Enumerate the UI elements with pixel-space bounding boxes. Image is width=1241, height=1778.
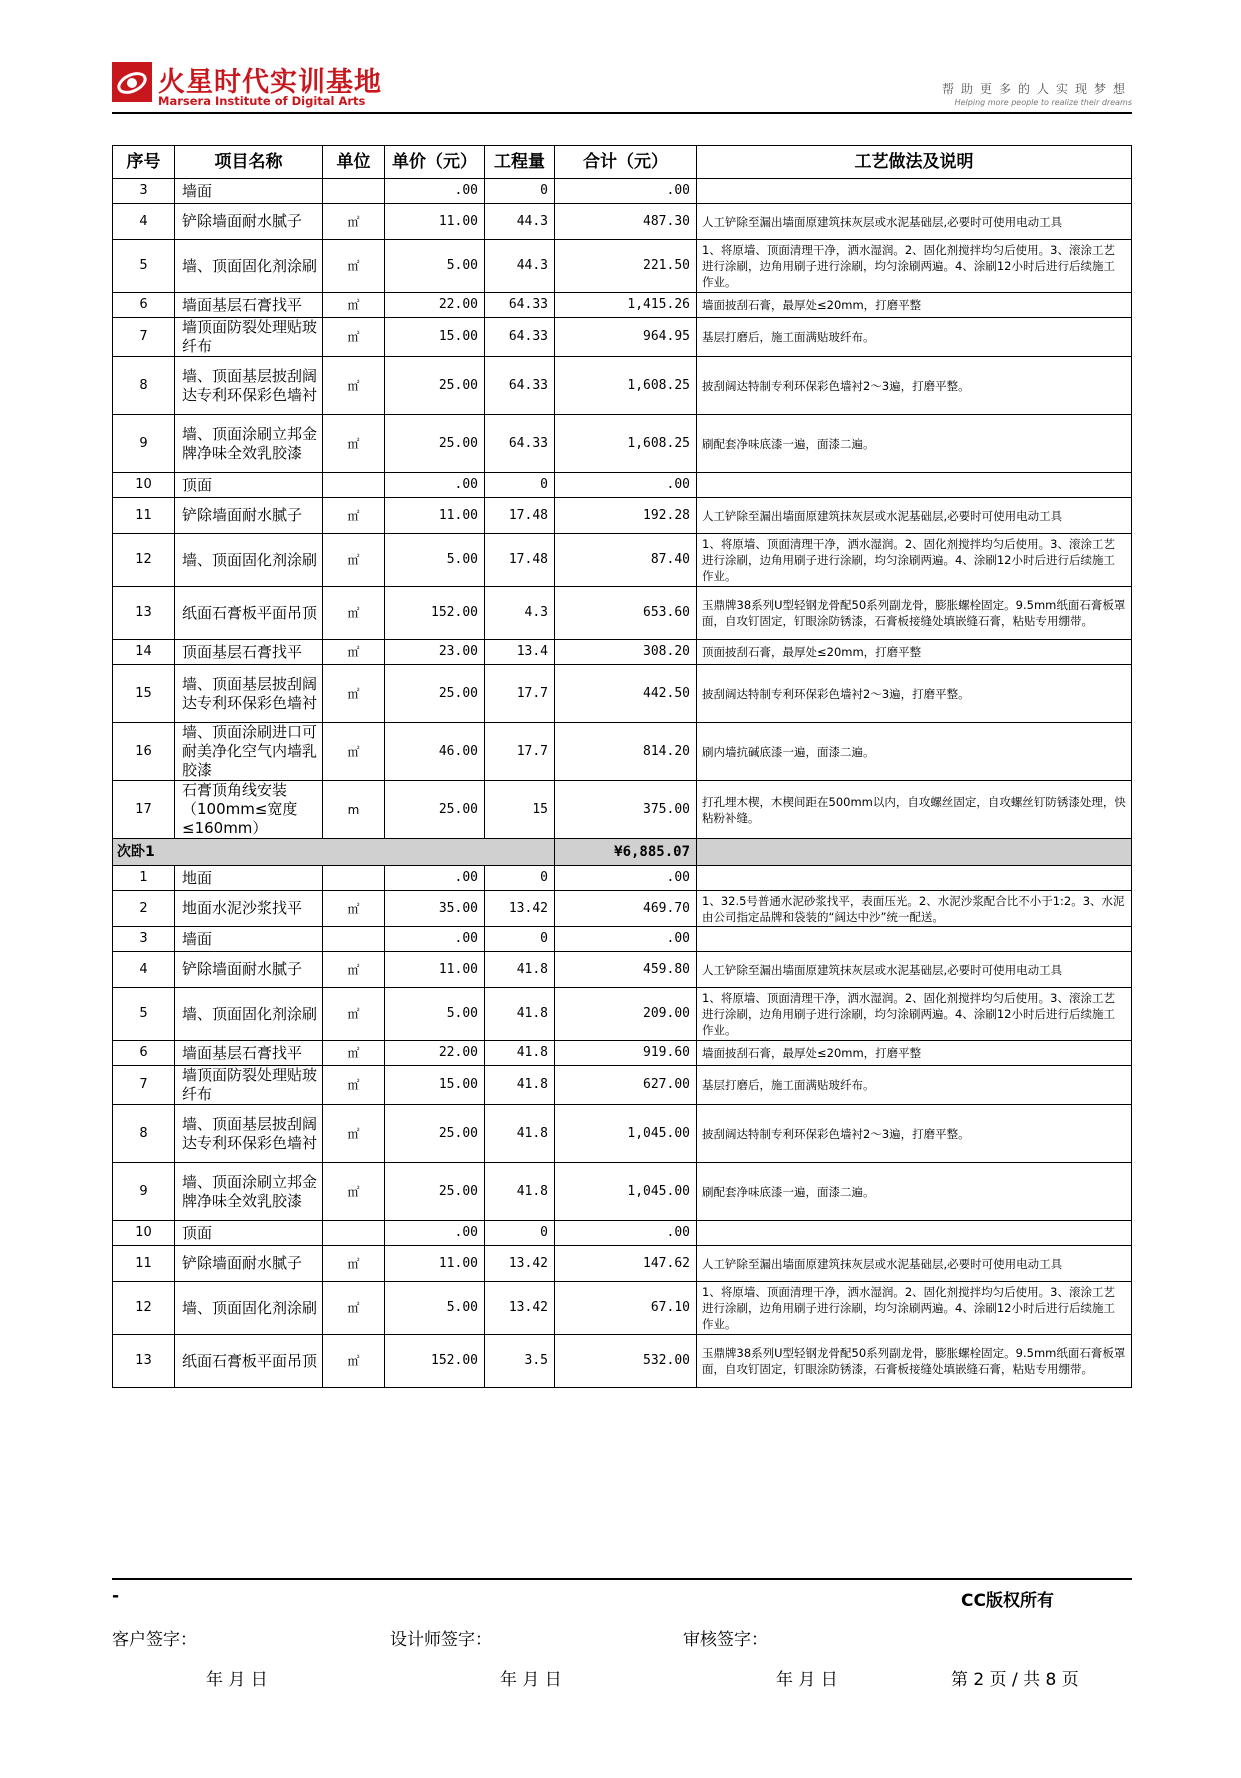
row-quantity: 13.42 (485, 1246, 555, 1282)
row-no: 6 (113, 293, 175, 318)
row-unit: ㎡ (323, 1335, 385, 1388)
row-no: 15 (113, 665, 175, 723)
col-header-qty: 工程量 (485, 146, 555, 179)
row-description: 玉鼎牌38系列U型轻钢龙骨配50系列副龙骨，膨胀螺栓固定。9.5mm纸面石膏板罩面，自攻钉固定，钉眼涂防锈漆，石膏板接缝处填嵌缝石膏，粘贴专用绷带。 (697, 1335, 1132, 1388)
row-unit: ㎡ (323, 587, 385, 640)
row-unit (323, 473, 385, 498)
row-quantity: 4.3 (485, 587, 555, 640)
quotation-table (112, 145, 1132, 1388)
row-description: 1、32.5号普通水泥砂浆找平，表面压光。2、水泥沙浆配合比不小于1:2。3、水泥由公司指定品牌和袋装的“阔达中沙”统一配送。 (697, 891, 1132, 927)
table-row (113, 1335, 1132, 1388)
row-total: 964.95 (555, 318, 697, 357)
row-quantity: 13.4 (485, 640, 555, 665)
row-unit-price: 22.00 (385, 1041, 485, 1066)
slogan-chinese: 帮助更多的人实现梦想 (941, 82, 1132, 96)
table-row (113, 1163, 1132, 1221)
table-row (113, 1105, 1132, 1163)
row-unit-price: 25.00 (385, 1163, 485, 1221)
table-row (113, 781, 1132, 839)
row-unit-price: 35.00 (385, 891, 485, 927)
row-unit-price: 11.00 (385, 498, 485, 534)
row-no: 3 (113, 927, 175, 952)
row-total: .00 (555, 473, 697, 498)
row-no: 4 (113, 204, 175, 240)
row-total: .00 (555, 179, 697, 204)
row-quantity: 41.8 (485, 1041, 555, 1066)
row-quantity: 0 (485, 473, 555, 498)
row-unit: ㎡ (323, 1066, 385, 1105)
row-quantity: 13.42 (485, 891, 555, 927)
row-total: .00 (555, 927, 697, 952)
row-total: .00 (555, 866, 697, 891)
table-row (113, 640, 1132, 665)
row-unit-price: 22.00 (385, 293, 485, 318)
row-quantity: 17.48 (485, 498, 555, 534)
row-description: 人工铲除至漏出墙面原建筑抹灰层或水泥基础层,必要时可使用电动工具 (697, 1246, 1132, 1282)
row-quantity: 64.33 (485, 415, 555, 473)
logo-chinese-name: 火星时代实训基地 (158, 67, 382, 98)
section-desc (697, 839, 1132, 866)
row-item-name: 纸面石膏板平面吊顶 (175, 587, 323, 640)
row-unit: ㎡ (323, 891, 385, 927)
row-description: 1、将原墙、顶面清理干净，洒水湿润。2、固化剂搅拌均匀后使用。3、滚涂工艺进行涂刷，边角用刷子进行涂刷，均匀涂刷两遍。4、涂刷12小时后进行后续施工作业。 (697, 534, 1132, 587)
col-header-unit: 单位 (323, 146, 385, 179)
row-description: 人工铲除至漏出墙面原建筑抹灰层或水泥基础层,必要时可使用电动工具 (697, 204, 1132, 240)
row-item-name: 顶面基层石膏找平 (175, 640, 323, 665)
table-row (113, 415, 1132, 473)
row-item-name: 石膏顶角线安装（100mm≤宽度≤160mm） (175, 781, 323, 839)
row-item-name: 墙面基层石膏找平 (175, 293, 323, 318)
row-description: 人工铲除至漏出墙面原建筑抹灰层或水泥基础层,必要时可使用电动工具 (697, 498, 1132, 534)
row-unit-price: .00 (385, 927, 485, 952)
row-unit-price: 5.00 (385, 534, 485, 587)
footer-dash: - (112, 1586, 120, 1606)
row-total: 375.00 (555, 781, 697, 839)
row-item-name: 墙、顶面固化剂涂刷 (175, 240, 323, 293)
table-row (113, 498, 1132, 534)
row-total: 87.40 (555, 534, 697, 587)
copyright-text: CC版权所有 (961, 1591, 1054, 1611)
row-quantity: 64.33 (485, 318, 555, 357)
row-unit (323, 179, 385, 204)
row-total: 627.00 (555, 1066, 697, 1105)
row-no: 13 (113, 1335, 175, 1388)
row-total: 1,608.25 (555, 357, 697, 415)
row-item-name: 墙顶面防裂处理贴玻纤布 (175, 318, 323, 357)
table-row (113, 318, 1132, 357)
col-header-desc: 工艺做法及说明 (697, 146, 1132, 179)
row-description: 披刮阔达特制专利环保彩色墙衬2～3遍，打磨平整。 (697, 357, 1132, 415)
row-no: 7 (113, 1066, 175, 1105)
row-description: 玉鼎牌38系列U型轻钢龙骨配50系列副龙骨，膨胀螺栓固定。9.5mm纸面石膏板罩面，自攻钉固定，钉眼涂防锈漆，石膏板接缝处填嵌缝石膏，粘贴专用绷带。 (697, 587, 1132, 640)
row-quantity: 41.8 (485, 1105, 555, 1163)
row-total: 147.62 (555, 1246, 697, 1282)
row-item-name: 铲除墙面耐水腻子 (175, 204, 323, 240)
row-no: 17 (113, 781, 175, 839)
row-unit-price: 11.00 (385, 1246, 485, 1282)
row-quantity: 0 (485, 179, 555, 204)
row-no: 5 (113, 240, 175, 293)
row-no: 1 (113, 866, 175, 891)
row-quantity: 0 (485, 927, 555, 952)
row-total: 814.20 (555, 723, 697, 781)
row-quantity: 44.3 (485, 204, 555, 240)
row-item-name: 地面水泥沙浆找平 (175, 891, 323, 927)
table-row (113, 1041, 1132, 1066)
row-quantity: 17.7 (485, 723, 555, 781)
table-row (113, 665, 1132, 723)
row-item-name: 墙、顶面固化剂涂刷 (175, 534, 323, 587)
row-item-name: 墙、顶面固化剂涂刷 (175, 988, 323, 1041)
row-total: 1,608.25 (555, 415, 697, 473)
row-unit: ㎡ (323, 1105, 385, 1163)
row-description: 顶面披刮石膏，最厚处≤20mm，打磨平整 (697, 640, 1132, 665)
col-header-price: 单价（元） (385, 146, 485, 179)
section-name: 次卧1 (113, 839, 555, 866)
row-no: 11 (113, 498, 175, 534)
client-date: 年 月 日 (206, 1670, 268, 1690)
row-description (697, 473, 1132, 498)
row-unit-price: 11.00 (385, 204, 485, 240)
row-item-name: 墙面 (175, 927, 323, 952)
table-body-part2 (113, 866, 1132, 1388)
row-no: 9 (113, 1163, 175, 1221)
table-row (113, 357, 1132, 415)
row-total: 308.20 (555, 640, 697, 665)
row-unit: ㎡ (323, 665, 385, 723)
row-quantity: 3.5 (485, 1335, 555, 1388)
table-row (113, 891, 1132, 927)
row-quantity: 44.3 (485, 240, 555, 293)
table-row (113, 1282, 1132, 1335)
designer-signature-label: 设计师签字： (390, 1630, 492, 1650)
header-divider (112, 112, 1132, 114)
row-unit: ㎡ (323, 723, 385, 781)
row-total: 67.10 (555, 1282, 697, 1335)
row-total: .00 (555, 1221, 697, 1246)
section-total: ¥6,885.07 (555, 839, 697, 866)
row-unit-price: 11.00 (385, 952, 485, 988)
table-row (113, 534, 1132, 587)
row-item-name: 墙、顶面基层披刮阔达专利环保彩色墙衬 (175, 665, 323, 723)
row-no: 3 (113, 179, 175, 204)
row-item-name: 纸面石膏板平面吊顶 (175, 1335, 323, 1388)
row-description: 1、将原墙、顶面清理干净，洒水湿润。2、固化剂搅拌均匀后使用。3、滚涂工艺进行涂刷，边角用刷子进行涂刷，均匀涂刷两遍。4、涂刷12小时后进行后续施工作业。 (697, 988, 1132, 1041)
row-unit-price: 15.00 (385, 318, 485, 357)
row-unit-price: 25.00 (385, 415, 485, 473)
row-unit-price: 15.00 (385, 1066, 485, 1105)
row-quantity: 41.8 (485, 952, 555, 988)
row-no: 14 (113, 640, 175, 665)
table-row (113, 988, 1132, 1041)
row-total: 919.60 (555, 1041, 697, 1066)
row-description: 披刮阔达特制专利环保彩色墙衬2～3遍，打磨平整。 (697, 665, 1132, 723)
row-description: 刷配套净味底漆一遍，面漆二遍。 (697, 415, 1132, 473)
table-header-row (113, 146, 1132, 179)
table-row (113, 293, 1132, 318)
row-unit: ㎡ (323, 534, 385, 587)
row-unit-price: .00 (385, 866, 485, 891)
row-unit: ㎡ (323, 204, 385, 240)
row-unit: ㎡ (323, 988, 385, 1041)
row-no: 12 (113, 1282, 175, 1335)
row-total: 487.30 (555, 204, 697, 240)
row-item-name: 墙、顶面涂刷立邦金牌净味全效乳胶漆 (175, 415, 323, 473)
row-unit-price: 152.00 (385, 1335, 485, 1388)
table-row (113, 866, 1132, 891)
row-quantity: 13.42 (485, 1282, 555, 1335)
row-unit-price: 5.00 (385, 988, 485, 1041)
row-no: 8 (113, 357, 175, 415)
review-date: 年 月 日 (776, 1670, 838, 1690)
row-unit: ㎡ (323, 1282, 385, 1335)
table-row (113, 927, 1132, 952)
row-quantity: 17.7 (485, 665, 555, 723)
row-unit: ㎡ (323, 1163, 385, 1221)
row-total: 653.60 (555, 587, 697, 640)
row-item-name: 墙、顶面基层披刮阔达专利环保彩色墙衬 (175, 1105, 323, 1163)
table-row (113, 204, 1132, 240)
row-quantity: 0 (485, 866, 555, 891)
row-no: 6 (113, 1041, 175, 1066)
row-unit: ㎡ (323, 318, 385, 357)
row-quantity: 0 (485, 1221, 555, 1246)
review-signature-label: 审核签字： (683, 1630, 768, 1650)
marsera-logo-icon (112, 62, 152, 102)
row-description: 基层打磨后，施工面满贴玻纤布。 (697, 1066, 1132, 1105)
row-unit-price: 25.00 (385, 781, 485, 839)
row-no: 9 (113, 415, 175, 473)
col-header-name: 项目名称 (175, 146, 323, 179)
table-row (113, 473, 1132, 498)
page-header (112, 56, 1132, 114)
row-no: 4 (113, 952, 175, 988)
table-row (113, 587, 1132, 640)
table-row (113, 952, 1132, 988)
row-description (697, 927, 1132, 952)
row-total: 1,415.26 (555, 293, 697, 318)
row-no: 16 (113, 723, 175, 781)
row-item-name: 铲除墙面耐水腻子 (175, 1246, 323, 1282)
row-unit-price: 152.00 (385, 587, 485, 640)
row-unit: ㎡ (323, 1041, 385, 1066)
row-item-name: 墙、顶面涂刷立邦金牌净味全效乳胶漆 (175, 1163, 323, 1221)
row-description: 披刮阔达特制专利环保彩色墙衬2～3遍，打磨平整。 (697, 1105, 1132, 1163)
row-total: 192.28 (555, 498, 697, 534)
row-unit-price: 5.00 (385, 1282, 485, 1335)
row-no: 10 (113, 1221, 175, 1246)
row-quantity: 64.33 (485, 293, 555, 318)
row-total: 532.00 (555, 1335, 697, 1388)
row-no: 5 (113, 988, 175, 1041)
row-unit: m (323, 781, 385, 839)
row-no: 12 (113, 534, 175, 587)
row-quantity: 15 (485, 781, 555, 839)
row-total: 1,045.00 (555, 1163, 697, 1221)
row-description: 墙面披刮石膏，最厚处≤20mm，打磨平整 (697, 1041, 1132, 1066)
row-item-name: 铲除墙面耐水腻子 (175, 498, 323, 534)
table-row (113, 1221, 1132, 1246)
row-total: 1,045.00 (555, 1105, 697, 1163)
row-item-name: 顶面 (175, 1221, 323, 1246)
row-description: 人工铲除至漏出墙面原建筑抹灰层或水泥基础层,必要时可使用电动工具 (697, 952, 1132, 988)
row-unit-price: .00 (385, 179, 485, 204)
row-no: 10 (113, 473, 175, 498)
row-description: 1、将原墙、顶面清理干净，洒水湿润。2、固化剂搅拌均匀后使用。3、滚涂工艺进行涂刷，边角用刷子进行涂刷，均匀涂刷两遍。4、涂刷12小时后进行后续施工作业。 (697, 240, 1132, 293)
row-no: 2 (113, 891, 175, 927)
row-quantity: 41.8 (485, 1163, 555, 1221)
row-unit-price: 25.00 (385, 665, 485, 723)
logo-english-name: Marsera Institute of Digital Arts (158, 94, 366, 108)
row-total: 442.50 (555, 665, 697, 723)
row-description (697, 179, 1132, 204)
table-row (113, 723, 1132, 781)
table-row (113, 1066, 1132, 1105)
row-no: 11 (113, 1246, 175, 1282)
row-description: 打孔埋木楔，木楔间距在500mm以内，自攻螺丝固定，自攻螺丝钉防锈漆处理，快粘粉补缝。 (697, 781, 1132, 839)
row-no: 8 (113, 1105, 175, 1163)
row-description: 刷配套净味底漆一遍，面漆二遍。 (697, 1163, 1132, 1221)
row-unit: ㎡ (323, 240, 385, 293)
row-item-name: 墙、顶面固化剂涂刷 (175, 1282, 323, 1335)
row-item-name: 墙顶面防裂处理贴玻纤布 (175, 1066, 323, 1105)
row-unit-price: 23.00 (385, 640, 485, 665)
row-total: 469.70 (555, 891, 697, 927)
page-number: 第 2 页 / 共 8 页 (951, 1670, 1079, 1690)
row-unit-price: 25.00 (385, 1105, 485, 1163)
row-unit: ㎡ (323, 293, 385, 318)
row-description: 1、将原墙、顶面清理干净，洒水湿润。2、固化剂搅拌均匀后使用。3、滚涂工艺进行涂刷，边角用刷子进行涂刷，均匀涂刷两遍。4、涂刷12小时后进行后续施工作业。 (697, 1282, 1132, 1335)
row-unit-price: .00 (385, 473, 485, 498)
row-item-name: 顶面 (175, 473, 323, 498)
row-item-name: 墙面基层石膏找平 (175, 1041, 323, 1066)
table-row (113, 179, 1132, 204)
row-unit-price: 5.00 (385, 240, 485, 293)
row-unit: ㎡ (323, 952, 385, 988)
row-quantity: 41.8 (485, 1066, 555, 1105)
designer-date: 年 月 日 (500, 1670, 562, 1690)
row-unit (323, 927, 385, 952)
row-total: 221.50 (555, 240, 697, 293)
table-row (113, 1246, 1132, 1282)
row-description (697, 1221, 1132, 1246)
row-unit: ㎡ (323, 415, 385, 473)
section-row (113, 839, 1132, 866)
row-unit-price: 25.00 (385, 357, 485, 415)
row-description: 基层打磨后，施工面满贴玻纤布。 (697, 318, 1132, 357)
row-unit-price: .00 (385, 1221, 485, 1246)
row-no: 7 (113, 318, 175, 357)
row-item-name: 墙面 (175, 179, 323, 204)
row-quantity: 64.33 (485, 357, 555, 415)
row-description: 墙面披刮石膏，最厚处≤20mm，打磨平整 (697, 293, 1132, 318)
row-item-name: 墙、顶面基层披刮阔达专利环保彩色墙衬 (175, 357, 323, 415)
row-description (697, 866, 1132, 891)
row-unit-price: 46.00 (385, 723, 485, 781)
row-unit (323, 866, 385, 891)
row-unit: ㎡ (323, 357, 385, 415)
row-total: 209.00 (555, 988, 697, 1041)
row-unit: ㎡ (323, 498, 385, 534)
client-signature-label: 客户签字： (112, 1630, 197, 1650)
col-header-no: 序号 (113, 146, 175, 179)
row-no: 13 (113, 587, 175, 640)
row-item-name: 地面 (175, 866, 323, 891)
section-header (113, 839, 1132, 866)
row-quantity: 17.48 (485, 534, 555, 587)
row-unit (323, 1221, 385, 1246)
row-item-name: 墙、顶面涂刷进口可耐美净化空气内墙乳胶漆 (175, 723, 323, 781)
row-unit: ㎡ (323, 640, 385, 665)
row-unit: ㎡ (323, 1246, 385, 1282)
table-body-part1 (113, 179, 1132, 839)
row-item-name: 铲除墙面耐水腻子 (175, 952, 323, 988)
slogan-english: Helping more people to realize their dreams (954, 98, 1132, 107)
row-total: 459.80 (555, 952, 697, 988)
table-row (113, 240, 1132, 293)
row-description: 刷内墙抗碱底漆一遍，面漆二遍。 (697, 723, 1132, 781)
footer-divider (112, 1578, 1132, 1580)
col-header-total: 合计（元） (555, 146, 697, 179)
row-quantity: 41.8 (485, 988, 555, 1041)
